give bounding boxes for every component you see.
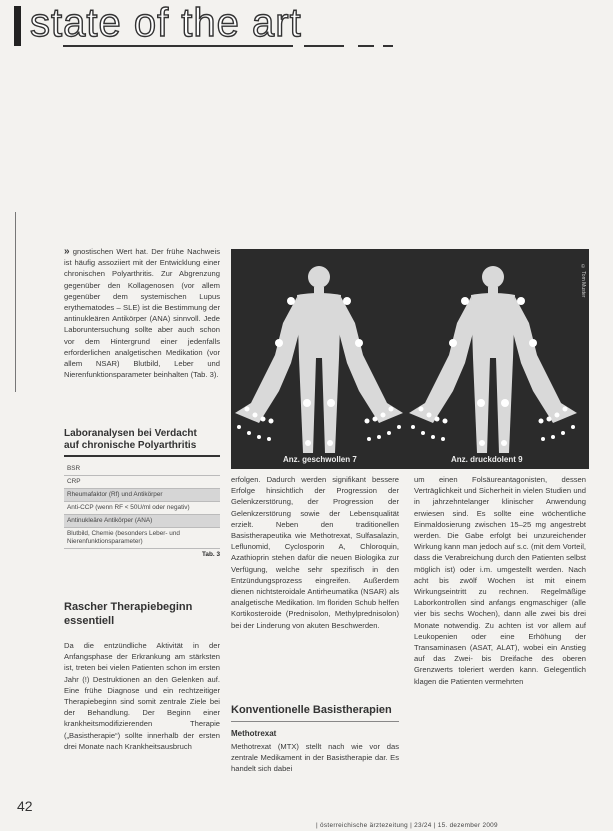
lab-box-title-2: auf chronische Polyarthritis [64, 440, 197, 451]
header-rule-4 [383, 45, 393, 47]
middle-column-text-1 [231, 474, 399, 630]
lab-row-anti-ccp: Anti-CCP (wenn RF < 50U/ml oder negativ) [64, 502, 220, 515]
left-bottom-text: Da die entzündliche Aktivität in der Anfangsphase der Erkrankung am stärksten ist, treten bei vielen Patienten schon im ersten Jahr (!) Destruktionen an den Gelenken auf. Eine frühe Diagnose und ein rechtzeitiger Therapiebeginn sind somit zentrale Ziele bei der Behandlung. Der Beginn einer krankheitsmodifizierenden Therapie („Basistherapie“) sollte innerhalb der ersten drei Monate nach Krankheitsausbruch [64, 641, 220, 751]
masthead-bar [14, 6, 21, 46]
journal-footer: | österreichische ärztezeitung | 23/24 | 15. dezember 2009 [316, 822, 498, 829]
left-column-bottom [64, 640, 220, 780]
body-silhouettes [231, 249, 589, 469]
figure-credit: © Tom Muster [580, 264, 586, 298]
section-heading [64, 600, 220, 628]
middle-text-1: erfolgen. Dadurch werden signifikant bessere Erfolge hinsichtlich der Progression der Gelenkzerstörung, der Progression der Gelenkzerstörung sowie der Lebensqualität erzielt. Neben den traditionellen Basistherapeutika wie Methotrexat, Sulfasalazin, Leflunomid, Cyclosporin A, Chloroquin, Azathioprin stehen dafür die neuen Biologika zur Verfügung, welche sehr spezifisch in den Entzündungsprozess eingreifen. Außerdem dienen nichtsteroidale Antirheumatika (NSAR) als analgetische Medikation. Im floriden Schub helfen Kortikosteroide (Prednisolon, Methylprednisolon) bei der Linderung von akuten Beschwerden. [231, 475, 399, 630]
continuation-marker: » [64, 246, 70, 257]
header-rule-2 [304, 45, 344, 47]
middle-heading-rule [231, 721, 399, 722]
lab-row-blood-count: Blutbild, Chemie (besonders Leber- und Nierenfunktionsparameter) [64, 528, 220, 549]
joint-diagram-figure [231, 249, 589, 469]
middle-column-text-2 [231, 741, 399, 781]
right-column [414, 474, 586, 782]
lab-row-crp: CRP [64, 476, 220, 489]
section-heading-line-2: essentiell [64, 615, 115, 627]
lab-box-rule [64, 455, 220, 457]
section-heading-line-1: Rascher Therapiebeginn [64, 601, 193, 613]
section-title: state of the art [30, 1, 302, 45]
right-text: um einen Folsäureantagonisten, dessen Verträglichkeit und Sicherheit in vielen Studien und in jahrzehntelanger klinischer Anwendung erwiesen sind. Es sollte eine wöchentliche Einmaldosierung zwischen 15–25 mg angestrebt werden. Die Gabe erfolgt bei unzureichender Wirkung kann man jedoch auf s.c. (mit dem Vorteil, dass die Verabreichung durch den Patienten selbst möglich ist) oder i.m. umgestellt werden. Nach acht bis zwölf Wochen ist mit einem Wirkungseintritt zu rechnen. Regelmäßige Laborkontrollen sind anfangs engmaschiger (alle vier bis sechs Wochen), dann alle zwei bis drei Monate notwendig. Zu achten ist vor allem auf Leukopenien oder eine Erhöhung der Transaminasen (ASAT, ALAT), wobei ein Anstieg auf das Zwei- bis Dreifache des oberen Grenzwerts toleriert werden kann. Gelegentlich klagen die Patienten vermehrten [414, 475, 586, 686]
middle-text-2: Methotrexat (MTX) stellt nach wie vor das zentrale Medikament in der Basistherapie dar. Es handelt sich dabei [231, 742, 399, 774]
lab-row-rheumafactor: Rheumafaktor (Rf) und Antikörper [64, 489, 220, 502]
figure-caption-tender: Anz. druckdolent 9 [451, 455, 523, 464]
lab-row-bsr: BSR [64, 463, 220, 476]
table-label: Tab. 3 [202, 551, 220, 558]
middle-subheading: Methotrexat [231, 729, 277, 738]
middle-heading: Konventionelle Basistherapien [231, 704, 392, 716]
left-top-text: gnostischen Wert hat. Der frühe Nachweis ist häufig assoziiert mit der Entwicklung einer chronischen Polyarthritis. Zur Abgrenzung gegenüber den Kollagenosen (vor allem gegenüber dem systemischen Lupus erythematodes – SLE) ist die Bestimmung der antinukleären Antikörper (ANA) sinnvoll. Jede Laboruntersuchung sollte aber auch schon vor dem Hintergrund einer jedenfalls erforderlichen analgetischen Medikation (vor allem NSAR) Blutbild, Leber und Nierenfunktionsparameter beinhalten (Tab. 3). [64, 247, 220, 380]
left-column-top [64, 246, 220, 408]
lab-analysis-box [64, 428, 220, 558]
header-rule-3 [358, 45, 374, 47]
lab-row-ana: Antinukleäre Antikörper (ANA) [64, 515, 220, 528]
header-rule-1 [63, 45, 293, 47]
page-number: 42 [17, 798, 33, 814]
lab-box-title-1: Laboranalysen bei Verdacht [64, 428, 197, 439]
figure-caption-swollen: Anz. geschwollen 7 [283, 455, 357, 464]
margin-line [15, 212, 16, 392]
